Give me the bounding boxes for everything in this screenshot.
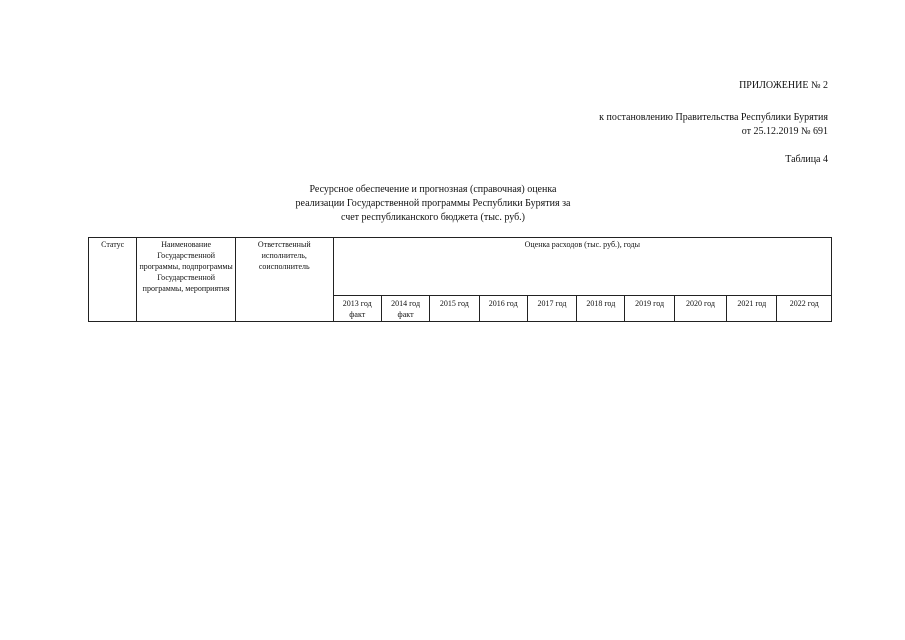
header-year: 2016 год xyxy=(479,296,527,322)
decree-reference xyxy=(599,111,828,139)
appendix-label: ПРИЛОЖЕНИЕ № 2 xyxy=(739,80,828,91)
header-year: 2015 год xyxy=(430,296,479,322)
table-header-row-1 xyxy=(89,238,832,296)
header-year: 2020 год xyxy=(674,296,726,322)
decree-line-2: от 25.12.2019 № 691 xyxy=(741,126,828,137)
header-year: 2018 год xyxy=(577,296,625,322)
header-year: 2021 год xyxy=(727,296,777,322)
budget-table xyxy=(88,237,832,322)
header-status: Статус xyxy=(89,238,137,322)
title-line-1: Ресурсное обеспечение и прогнозная (справочная) оценка xyxy=(309,184,557,195)
title-line-2: реализации Государственной программы Республики Бурятия за xyxy=(295,198,571,209)
header-year: 2014 год факт xyxy=(381,296,429,322)
header-year: 2022 год xyxy=(777,296,832,322)
header-name: Наименование Государственной программы, подпрограммы Государственной программы, мероприятия xyxy=(137,238,236,322)
header-year: 2013 год факт xyxy=(333,296,381,322)
table-number: Таблица 4 xyxy=(785,154,828,165)
title-line-3: счет республиканского бюджета (тыс. руб.) xyxy=(340,212,526,223)
header-responsible: Ответственный исполнитель, соисполнитель xyxy=(235,238,333,322)
header-year: 2017 год xyxy=(527,296,576,322)
decree-line-1: к постановлению Правительства Республики Бурятия xyxy=(599,112,828,123)
document-title xyxy=(233,183,633,225)
header-estimate: Оценка расходов (тыс. руб.), годы xyxy=(333,238,831,296)
header-year: 2019 год xyxy=(625,296,674,322)
